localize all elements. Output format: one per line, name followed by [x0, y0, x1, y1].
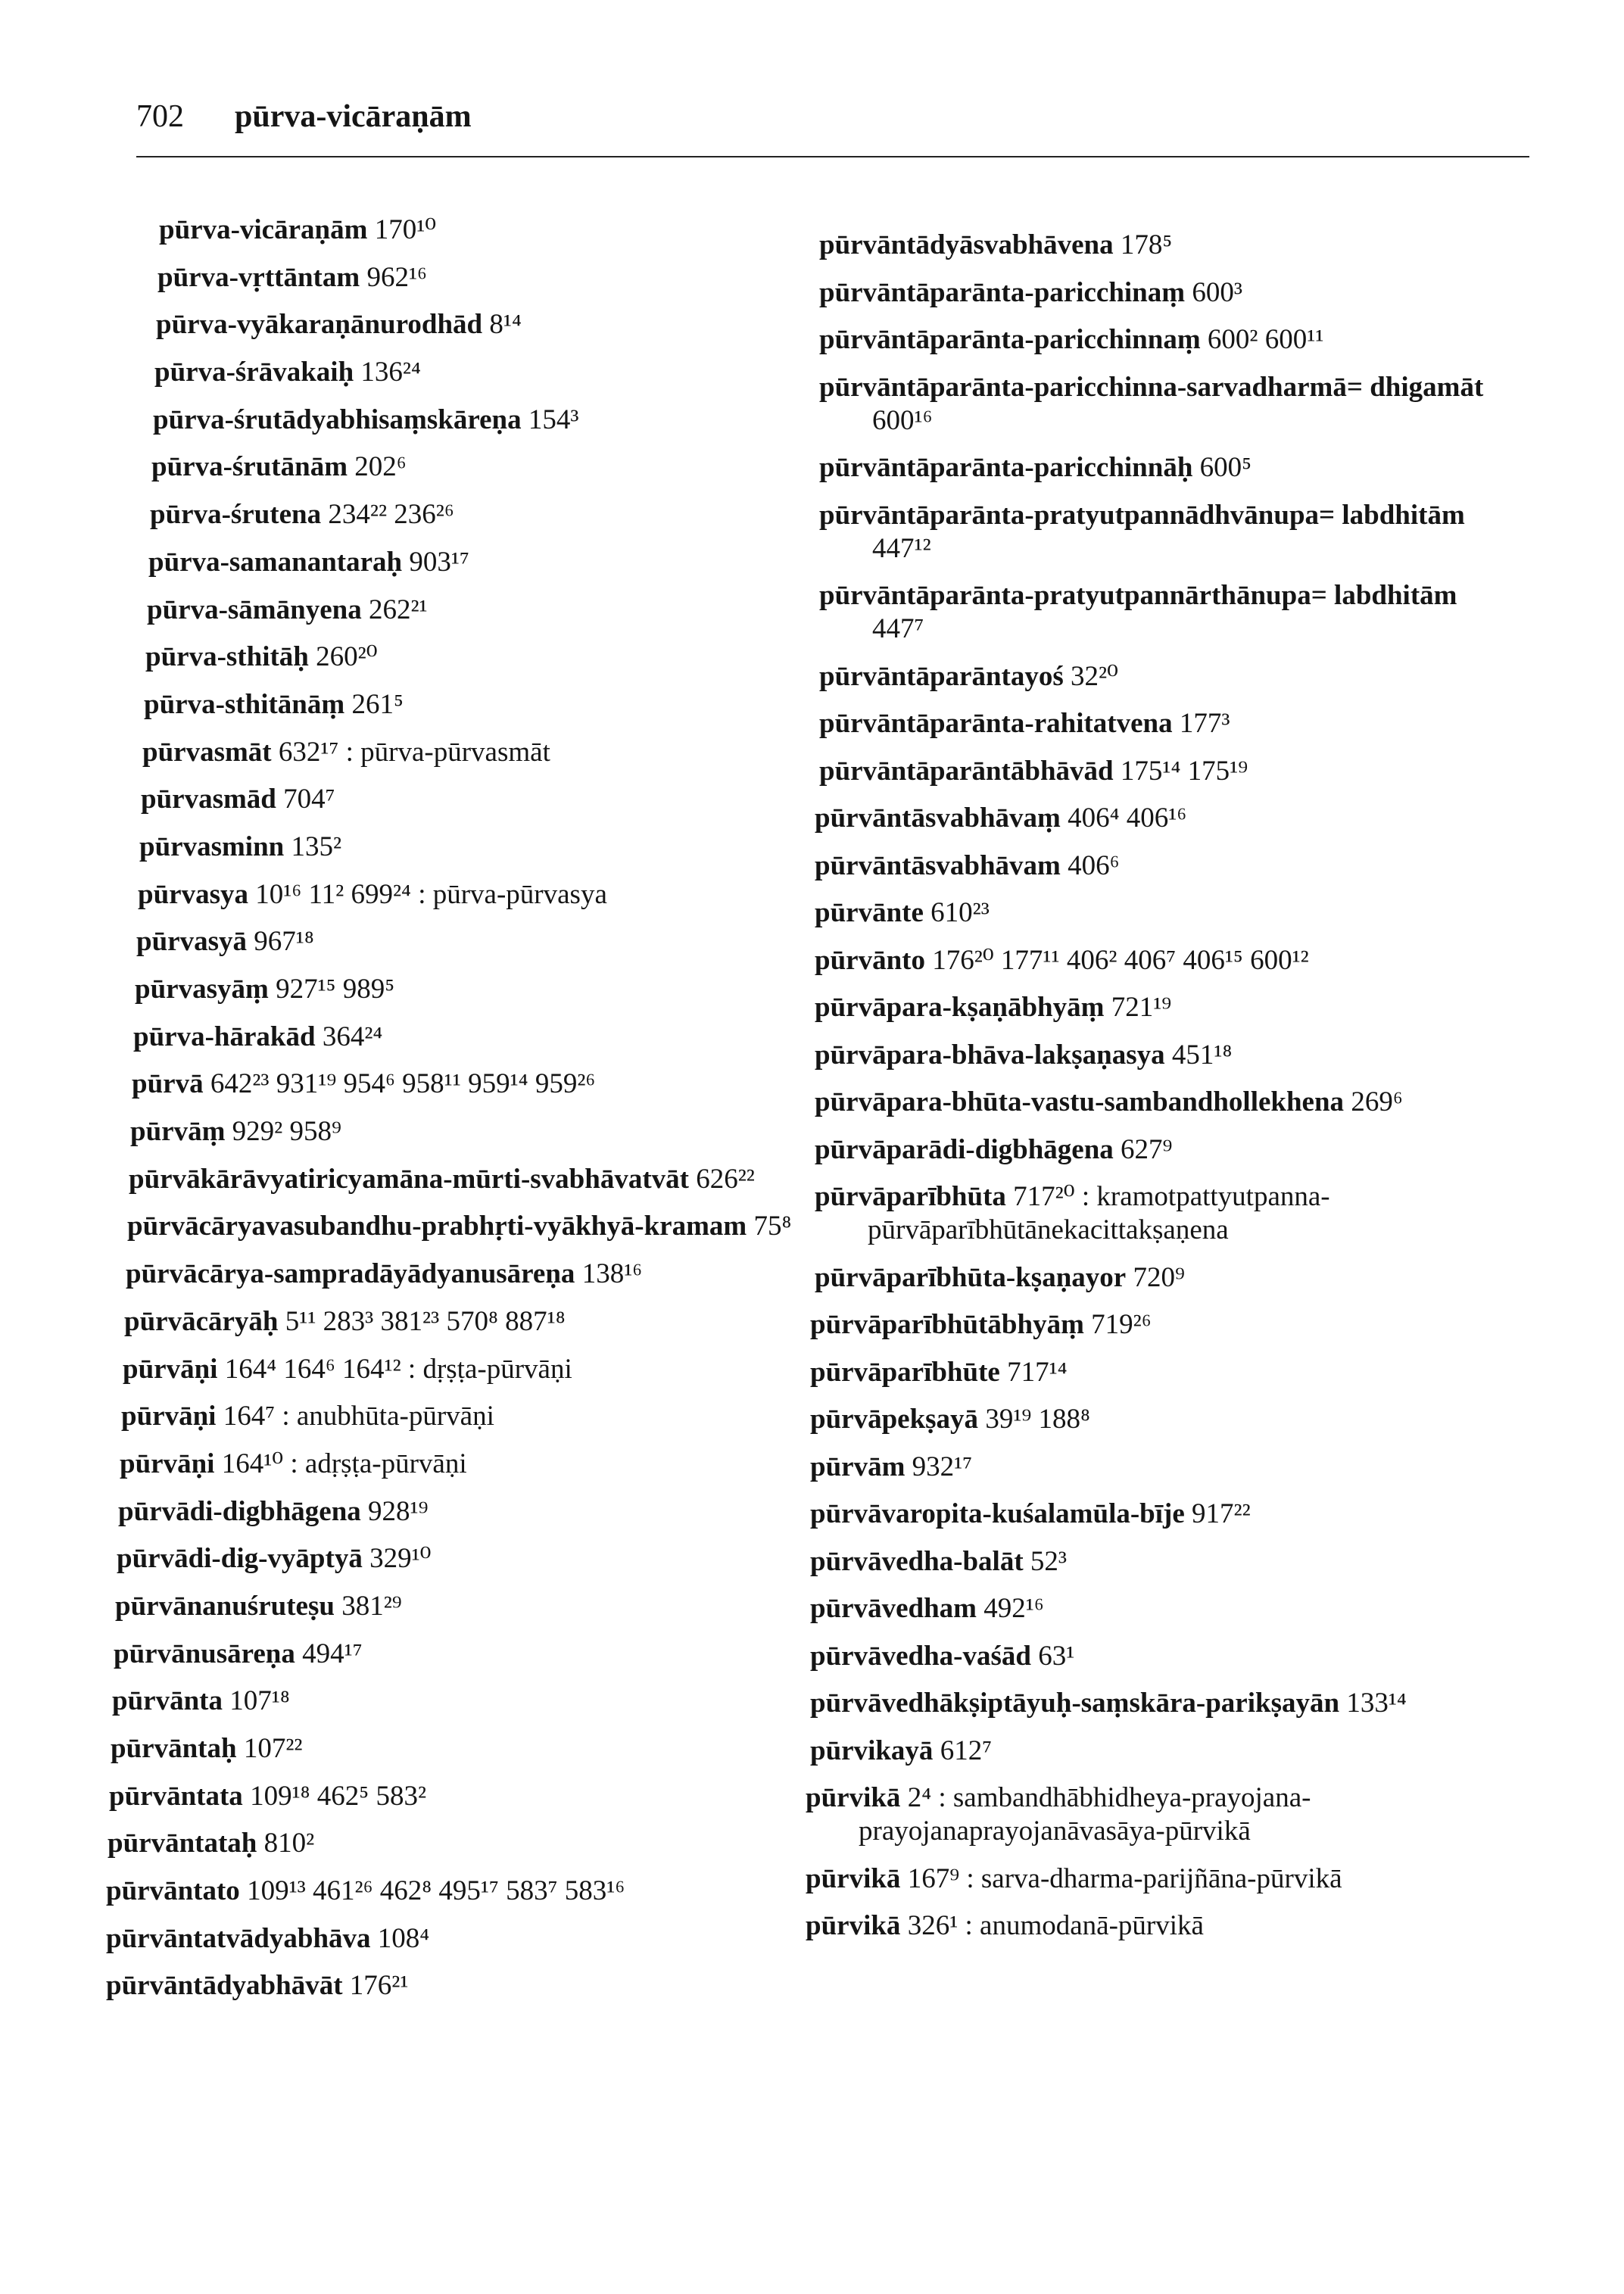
page-references: 929² 958⁹ — [232, 1116, 341, 1148]
index-headword: pūrvāṇi — [123, 1353, 218, 1385]
index-entry — [118, 1495, 787, 1529]
index-entry — [153, 404, 787, 437]
cross-reference: : dṛṣṭa-pūrvāṇi — [407, 1353, 572, 1385]
page-references: 170¹⁰ — [374, 214, 437, 245]
index-headword: pūrvāvedham — [810, 1593, 977, 1624]
page-references: 720⁹ — [1133, 1261, 1185, 1293]
page-references: 138¹⁶ — [581, 1258, 643, 1290]
index-headword: pūrvāntāparāntābhāvād — [819, 755, 1114, 787]
index-entry — [815, 1261, 1560, 1295]
index-headword: pūrvānanuśruteṣu — [115, 1590, 335, 1622]
page-references: 494¹⁷ — [302, 1638, 363, 1669]
index-headword: pūrvānto — [815, 944, 925, 976]
index-headword: pūrva-śrutena — [150, 499, 322, 531]
page-references: 704⁷ — [283, 784, 335, 815]
index-entry — [815, 1180, 1488, 1247]
header-rule — [136, 156, 1529, 157]
index-entry — [819, 323, 1560, 357]
index-headword: pūrvasyā — [136, 926, 247, 958]
index-entry — [819, 660, 1560, 693]
index-entry — [806, 1781, 1479, 1848]
index-headword: pūrvikā — [806, 1910, 901, 1941]
index-headword: pūrva-śrutānām — [151, 451, 348, 483]
page-references: 721¹⁹ — [1111, 992, 1172, 1023]
page-references: 928¹⁹ — [368, 1495, 429, 1527]
page-header — [136, 98, 1529, 159]
page-references: 108⁴ — [377, 1922, 430, 1954]
index-headword: pūrva-hārakād — [133, 1021, 316, 1052]
index-entry — [148, 546, 787, 579]
index-entry — [126, 1258, 787, 1291]
index-headword: pūrva-śrutādyabhisaṃskāreṇa — [153, 404, 522, 435]
page-references: 178⁵ — [1120, 229, 1173, 260]
index-entry — [819, 499, 1493, 566]
page-references: 632¹⁷ — [278, 736, 339, 768]
index-entry — [815, 1086, 1560, 1119]
page-references: 600⁵ — [1199, 452, 1252, 483]
page-references: 262²¹ — [368, 594, 428, 625]
index-entry — [819, 579, 1493, 646]
index-headword: pūrvākārāvyatiricyamāna-mūrti-svabhāvatvāt — [129, 1163, 689, 1195]
cross-reference: : pūrva-pūrvasya — [418, 878, 607, 910]
index-entry — [810, 1403, 1560, 1436]
index-headword: pūrvāvaropita-kuśalamūla-bīje — [810, 1498, 1185, 1529]
index-entry — [810, 1592, 1560, 1625]
index-headword: pūrvikayā — [810, 1735, 934, 1766]
page-references: 626²² — [696, 1163, 755, 1195]
index-headword: pūrvāntāparānta-paricchinnāḥ — [819, 452, 1193, 483]
index-entry — [819, 755, 1560, 788]
index-headword: pūrvasya — [138, 878, 248, 910]
page-references: 175¹⁴ 175¹⁹ — [1120, 755, 1248, 787]
index-entry — [810, 1545, 1560, 1579]
index-headword: pūrvāpara-kṣaṇābhyāṃ — [815, 992, 1105, 1023]
page-number: 702 — [136, 99, 184, 134]
index-headword: pūrvāvedhākṣiptāyuḥ-saṃskāra-parikṣayān — [810, 1688, 1340, 1719]
index-headword: pūrva-vṛttāntam — [157, 261, 360, 293]
page-references: 109¹⁸ 462⁵ 583² — [250, 1780, 427, 1812]
index-entry — [114, 1638, 787, 1671]
index-entry — [806, 1909, 1560, 1943]
page-references: 917²² — [1192, 1498, 1251, 1529]
index-entry — [127, 1210, 801, 1243]
index-entry — [135, 973, 787, 1006]
index-headword: pūrvasyāṃ — [135, 974, 269, 1005]
index-headword: pūrvāparībhūta — [815, 1181, 1006, 1212]
page-references: 164¹⁰ — [221, 1448, 284, 1479]
page-references: 406⁴ 406¹⁶ — [1068, 803, 1187, 834]
page-references: 2⁴ — [907, 1782, 932, 1813]
page-references: 167⁹ — [907, 1862, 960, 1894]
index-headword: pūrvām — [810, 1451, 906, 1482]
index-entry — [806, 1862, 1560, 1896]
page-references: 234²² 236²⁶ — [328, 499, 454, 531]
index-headword: pūrvāparībhūtābhyāṃ — [810, 1309, 1084, 1340]
index-headword: pūrvānte — [815, 897, 924, 928]
index-entry — [145, 641, 787, 674]
page-references: 107¹⁸ — [229, 1685, 290, 1717]
index-headword: pūrva-śrāvakaiḥ — [154, 357, 354, 388]
page-references: 932¹⁷ — [912, 1451, 973, 1482]
page-references: 75⁸ — [753, 1211, 792, 1242]
cross-reference: : sambandhābhidheya-prayojana-prayojanaprayojanāvasāya-pūrvikā — [859, 1782, 1311, 1847]
page-references: 447¹² — [872, 532, 931, 564]
index-headword: pūrva-vyākaraṇānurodhād — [156, 309, 483, 341]
index-entry — [106, 1969, 787, 2003]
index-entry — [156, 308, 787, 341]
page-references: 39¹⁹ 188⁸ — [985, 1404, 1090, 1435]
index-entry — [141, 783, 787, 816]
index-entry — [106, 1922, 787, 1956]
page-references: 52³ — [1030, 1545, 1067, 1577]
page-references: 164⁴ 164⁶ 164¹² — [224, 1353, 401, 1385]
index-headword: pūrvāntaḥ — [111, 1733, 237, 1764]
index-entry — [815, 1133, 1560, 1167]
index-headword: pūrvāntāparānta-rahitatvena — [819, 708, 1173, 739]
index-entry — [136, 925, 787, 958]
page-references: 967¹⁸ — [254, 926, 314, 958]
page-references: 610²³ — [930, 897, 990, 928]
index-entry — [819, 371, 1493, 438]
index-entry — [115, 1590, 787, 1623]
index-headword: pūrvā — [132, 1068, 204, 1100]
index-headword: pūrvānusāreṇa — [114, 1638, 295, 1669]
index-entry — [815, 1039, 1560, 1072]
index-entry — [810, 1308, 1560, 1342]
page-references: 903¹⁷ — [409, 546, 469, 578]
index-entry — [810, 1735, 1560, 1768]
cross-reference: : kramotpattyutpanna-pūrvāparībhūtānekacittakṣaṇena — [868, 1181, 1330, 1245]
index-entry — [142, 736, 787, 769]
page-references: 492¹⁶ — [983, 1593, 1044, 1624]
page-references: 451¹⁸ — [1171, 1039, 1233, 1071]
index-entry — [815, 944, 1560, 977]
index-headword: pūrva-sthitānāṃ — [144, 688, 345, 720]
index-headword: pūrvāparībhūte — [810, 1356, 1000, 1388]
cross-reference: : anubhūta-pūrvāṇi — [282, 1401, 494, 1432]
page-references: 133¹⁴ — [1346, 1688, 1407, 1719]
index-entry — [108, 1827, 787, 1860]
index-entry — [130, 1115, 787, 1149]
index-entry — [144, 688, 787, 722]
page-references: 962¹⁶ — [366, 261, 427, 293]
page-references: 269⁶ — [1351, 1086, 1403, 1117]
index-headword: pūrva-samanantaraḥ — [148, 546, 403, 578]
right-index-column — [803, 229, 1560, 1957]
index-headword: pūrvāntādyabhāvāt — [106, 1970, 343, 2002]
page-references: 927¹⁵ 989⁵ — [276, 974, 395, 1005]
left-index-column — [106, 214, 792, 2017]
index-headword: pūrvācāryavasubandhu-prabhṛti-vyākhyā-kramam — [127, 1211, 747, 1242]
index-headword: pūrvikā — [806, 1782, 901, 1813]
cross-reference: : adṛṣṭa-pūrvāṇi — [290, 1448, 467, 1479]
index-entry — [109, 1780, 787, 1813]
index-headword: pūrvāpara-bhūta-vastu-sambandhollekhena — [815, 1086, 1345, 1117]
page-references: 717²⁰ — [1013, 1181, 1075, 1212]
index-headword: pūrva-sthitāḥ — [145, 641, 309, 673]
index-headword: pūrvāntāparānta-paricchinna-sarvadharmā= dhigamāt — [819, 371, 1484, 403]
index-headword: pūrvāṇi — [121, 1401, 217, 1432]
page-references: 642²³ 931¹⁹ 954⁶ 958¹¹ 959¹⁴ 959²⁶ — [210, 1068, 596, 1100]
page-references: 10¹⁶ 11² 699²⁴ — [255, 878, 411, 910]
index-entry — [819, 707, 1560, 740]
cross-reference: : anumodanā-pūrvikā — [965, 1910, 1204, 1941]
index-headword: pūrvāntāparānta-pratyutpannādhvānupa= labdhitām — [819, 499, 1465, 531]
index-entry — [121, 1400, 787, 1433]
index-headword: pūrvāntato — [106, 1875, 240, 1907]
index-headword: pūrvāvedha-vaśād — [810, 1640, 1031, 1672]
index-headword: pūrvāntāparānta-paricchinaṃ — [819, 276, 1186, 308]
index-headword: pūrvāṃ — [130, 1116, 226, 1148]
index-entry — [106, 1875, 787, 1908]
index-headword: pūrvāntāparānta-pratyutpannārthānupa= labdhitām — [819, 580, 1457, 611]
index-entry — [159, 214, 787, 247]
index-headword: pūrva-vicāraṇām — [159, 214, 368, 245]
index-entry — [157, 261, 787, 295]
index-entry — [810, 1687, 1560, 1720]
page-references: 406⁶ — [1068, 849, 1120, 881]
index-headword: pūrvasmād — [141, 784, 276, 815]
index-headword: pūrvāparībhūta-kṣaṇayor — [815, 1261, 1127, 1293]
cross-reference: : sarva-dharma-parijñāna-pūrvikā — [966, 1862, 1342, 1894]
index-entry — [150, 498, 787, 531]
index-entry — [154, 356, 787, 389]
index-entry — [117, 1542, 787, 1576]
page-references: 329¹⁰ — [369, 1543, 432, 1575]
index-entry — [112, 1685, 787, 1718]
page-references: 600¹⁶ — [872, 404, 933, 436]
page-references: 107²² — [243, 1733, 303, 1764]
index-headword: pūrvāntataḥ — [108, 1828, 257, 1859]
page-references: 176²¹ — [349, 1970, 409, 2002]
page-references: 135² — [291, 831, 342, 862]
index-entry — [819, 276, 1560, 310]
page-references: 326¹ — [907, 1910, 959, 1941]
index-headword: pūrvāntāparānta-paricchinnaṃ — [819, 324, 1201, 355]
index-entry — [123, 1353, 787, 1386]
index-headword: pūrvasmāt — [142, 736, 272, 768]
index-headword: pūrvānta — [112, 1685, 223, 1717]
index-entry — [810, 1498, 1560, 1531]
index-entry — [124, 1305, 787, 1339]
index-entry — [810, 1356, 1560, 1389]
index-entry — [138, 878, 787, 912]
page-references: 600² 600¹¹ — [1207, 324, 1324, 355]
page-references: 177³ — [1179, 708, 1230, 739]
page-references: 719²⁶ — [1091, 1309, 1152, 1340]
index-entry — [139, 831, 787, 864]
index-headword: pūrva-sāmānyena — [147, 594, 362, 625]
page-references: 612⁷ — [940, 1735, 993, 1766]
running-title: pūrva-vicāraṇām — [235, 99, 472, 134]
index-entry — [133, 1021, 787, 1054]
cross-reference: : pūrva-pūrvasmāt — [345, 736, 550, 768]
page-references: 600³ — [1192, 276, 1242, 308]
index-entry — [815, 991, 1560, 1024]
index-entry — [151, 450, 787, 484]
page-references: 8¹⁴ — [489, 309, 522, 341]
index-headword: pūrvādi-dig-vyāptyā — [117, 1543, 363, 1575]
page-references: 381²⁹ — [341, 1590, 402, 1622]
index-headword: pūrvāntādyāsvabhāvena — [819, 229, 1114, 260]
index-headword: pūrvāntāsvabhāvam — [815, 849, 1061, 881]
page-references: 261⁵ — [351, 688, 404, 720]
page-references: 176²⁰ 177¹¹ 406² 406⁷ 406¹⁵ 600¹² — [932, 944, 1309, 976]
page-references: 627⁹ — [1121, 1133, 1173, 1165]
page-references: 164⁷ — [223, 1401, 276, 1432]
index-entry — [810, 1451, 1560, 1484]
index-headword: pūrvāntāparāntayoś — [819, 660, 1064, 692]
page-references: 136²⁴ — [360, 357, 421, 388]
index-headword: pūrvāparādi-digbhāgena — [815, 1133, 1114, 1165]
page-references: 364²⁴ — [322, 1021, 383, 1052]
index-headword: pūrvācārya-sampradāyādyanusāreṇa — [126, 1258, 575, 1290]
index-entry — [815, 802, 1560, 835]
index-entry — [132, 1068, 787, 1101]
index-entry — [147, 594, 787, 627]
index-entry — [810, 1640, 1560, 1673]
index-entry — [111, 1732, 787, 1766]
index-headword: pūrvāvedha-balāt — [810, 1545, 1024, 1577]
index-entry — [815, 849, 1560, 883]
index-headword: pūrvādi-digbhāgena — [118, 1495, 361, 1527]
page-references: 5¹¹ 283³ 381²³ 570⁸ 887¹⁸ — [285, 1305, 566, 1337]
index-entry — [120, 1448, 787, 1481]
page-references: 32²⁰ — [1071, 660, 1118, 692]
page-references: 810² — [263, 1828, 315, 1859]
page-references: 202⁶ — [354, 451, 407, 483]
index-entry — [815, 896, 1560, 930]
index-entry — [819, 451, 1560, 485]
index-headword: pūrvāṇi — [120, 1448, 215, 1479]
page-references: 717¹⁴ — [1007, 1356, 1068, 1388]
page-references: 260²⁰ — [316, 641, 378, 673]
index-headword: pūrvāntata — [109, 1780, 243, 1812]
index-headword: pūrvāntāsvabhāvaṃ — [815, 803, 1061, 834]
index-headword: pūrvikā — [806, 1862, 901, 1894]
index-headword: pūrvāpara-bhāva-lakṣaṇasya — [815, 1039, 1165, 1071]
index-headword: pūrvācāryāḥ — [124, 1305, 279, 1337]
page-references: 447⁷ — [872, 613, 924, 644]
page-references: 154³ — [528, 404, 579, 435]
index-headword: pūrvasminn — [139, 831, 285, 862]
page-references: 63¹ — [1038, 1640, 1075, 1672]
page-references: 109¹³ 461²⁶ 462⁸ 495¹⁷ 583⁷ 583¹⁶ — [247, 1875, 625, 1907]
index-headword: pūrvāntatvādyabhāva — [106, 1922, 371, 1954]
index-headword: pūrvāpekṣayā — [810, 1404, 979, 1435]
index-entry — [819, 229, 1560, 262]
index-entry — [129, 1163, 803, 1196]
